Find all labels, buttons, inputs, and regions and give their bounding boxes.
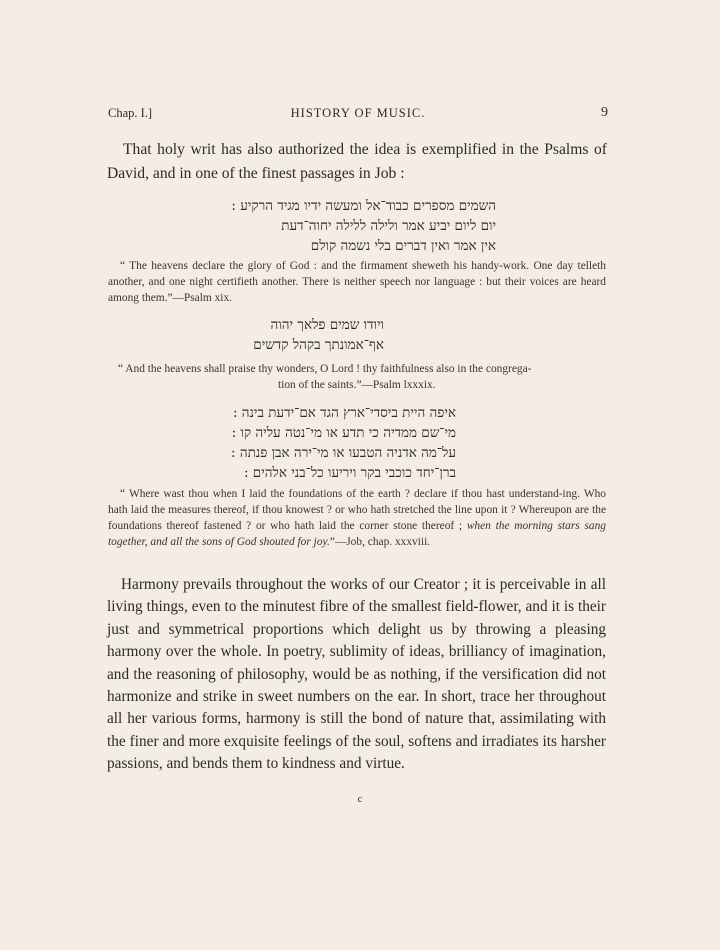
intro-paragraph: That holy writ has also authorized the idea is exemplified in the Psalms of David, and in one of the finest passages in Job : [107, 141, 607, 182]
hebrew-line: מי־שם ממדיה כי תדע או מי־נטה עליה קו : [231, 425, 456, 441]
hebrew-line: ברן־יחד כוכבי בקר ויריעו כל־בני אלהים : [243, 465, 456, 481]
signature-mark: c [357, 793, 363, 805]
running-header [108, 106, 608, 126]
running-title: HISTORY OF MUSIC. [290, 106, 426, 120]
translation-job-38 [108, 486, 606, 550]
quote-line: tion of the saints.”—Psalm lxxxix. [278, 379, 436, 391]
quote-text: “ Where wast thou when I laid the foundations of the earth ? declare if thou hast understand-ing. Who hath laid the measures thereof, if thou knowest ? or who hath stretched the line upon it ? Whereupon are the foundations thereof fastened ? or who hath laid the corner stone thereof ; [108, 488, 606, 532]
translation-psalm-19: “ The heavens declare the glory of God : and the firmament sheweth his handy-work. One day telleth another, and one night certifieth another. There is neither speech nor language : but their voices are heard among them.”—Psalm xix. [108, 260, 606, 304]
hebrew-line: ויודו שמים פלאך יהוה [270, 317, 384, 333]
hebrew-verse-psalm-89 [253, 315, 384, 355]
chapter-label: Chap. I.] [108, 106, 153, 120]
hebrew-line: אין אמר ואין דברים בלי נשמה קולם [310, 238, 496, 254]
hebrew-line: על־מה אדניה הטבעו או מי־ירה אבן פנתה : [231, 445, 456, 461]
main-paragraph: Harmony prevails throughout the works of our Creator ; it is perceivable in all living things, even to the minutest fibre of the smallest field-flower, and it is their just and symmetrical proportions which delight us by throwing a pleasing harmony over the whole. In poetry, sublimity of ideas, brilliancy of imagination, and the reasoning of philosophy, would be as nothing, if the versification did not harmonize and strike in sweet numbers on the ear. In short, trace her throughout all her various forms, harmony is still the bond of nature that, assimilating with the finer and more exquisite feelings of the soul, softens and irradiates its harsher passions, and bends them to kindness and virtue. [107, 576, 606, 773]
hebrew-verse-job-38 [231, 403, 456, 483]
quote-citation: ”—Job, chap. xxxviii. [329, 536, 431, 548]
translation-psalm-89 [118, 361, 606, 393]
hebrew-verse-job [231, 196, 496, 256]
page-number: 9 [601, 105, 608, 120]
hebrew-line: השמים מספרים כבוד־אל ומעשה ידיו מגיד הרקיע : [231, 198, 496, 214]
hebrew-line: יום ליום יביע אמר ולילה ללילה יחוה־דעת [281, 218, 496, 234]
quote-italic: when the morning stars sang together, and all the sons of God shouted for joy. [108, 520, 606, 548]
hebrew-line: איפה היית ביסדי־ארץ הגד אם־ידעת בינה : [232, 405, 456, 421]
hebrew-line: אף־אמונתך בקהל קדשים [253, 337, 384, 353]
quote-line: “ And the heavens shall praise thy wonders, O Lord ! thy faithfulness also in the congrega- [118, 363, 532, 375]
